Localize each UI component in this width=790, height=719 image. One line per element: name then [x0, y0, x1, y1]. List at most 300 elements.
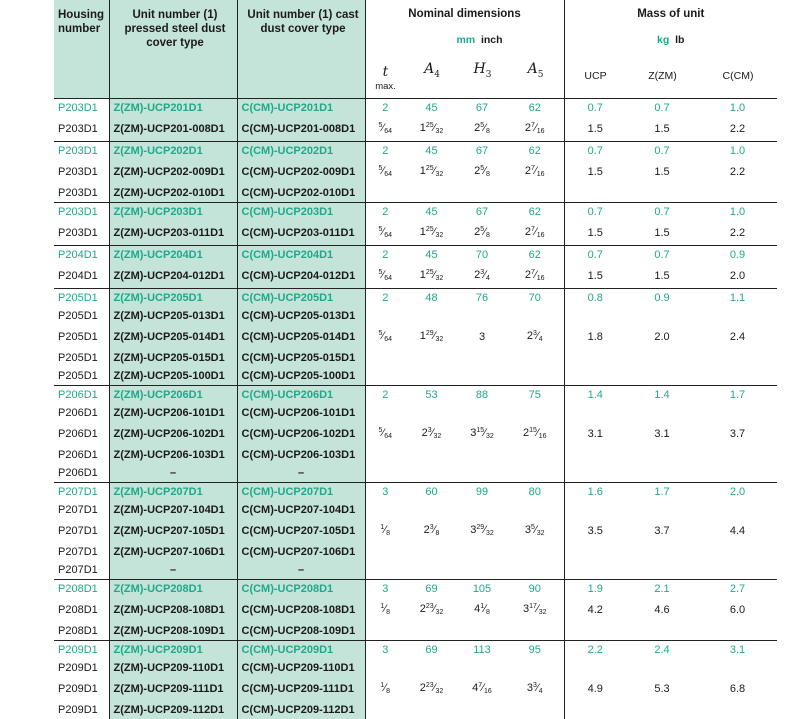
housing-number-cell: P205D1: [54, 289, 109, 308]
housing-number-cell: P207D1: [58, 564, 98, 576]
imperial-a4-cell: $1^{25}⁄_{32}$: [419, 165, 444, 178]
empty-cell: [626, 659, 698, 677]
imperial-a5-cell: $3^3⁄_4$: [526, 682, 543, 695]
empty-cell: [698, 622, 777, 641]
empty-cell: [506, 501, 564, 519]
table-row: [54, 160, 777, 184]
unit-pressed-steel-cell: Z(ZM)-UCP207-104D1: [109, 501, 237, 519]
imperial-h3-cell: $4^7⁄_{16}$: [472, 682, 492, 695]
metric-a4-cell: 45: [405, 203, 458, 222]
imperial-h3-cell: $2^3⁄_4$: [474, 269, 490, 282]
unit-cast-cell: C(CM)-UCP208D1: [237, 580, 365, 599]
imperial-cm-cell: 6.0: [729, 604, 746, 616]
housing-number-cell: P203D1: [54, 203, 109, 222]
imperial-zm-cell: 1.5: [654, 166, 670, 178]
metric-h3-cell: 99: [458, 483, 506, 502]
imperial-h3-cell: $2^5⁄_8$: [474, 226, 490, 239]
unit-cast-cell: C(CM)-UCP203-011D1: [237, 221, 365, 246]
empty-cell: [564, 561, 626, 580]
col-t-label: t: [382, 64, 389, 80]
table-row: [54, 622, 777, 641]
unit-cast-cell: C(CM)-UCP209D1: [237, 641, 365, 660]
metric-h3-cell: 88: [458, 386, 506, 405]
metric-zm-cell: 2.1: [626, 580, 698, 599]
metric-cm-cell: 3.1: [698, 641, 777, 660]
metric-a4-cell: 69: [405, 641, 458, 660]
empty-cell: [405, 367, 458, 386]
col-ucp-label: UCP: [584, 70, 607, 82]
unit-pressed-steel-cell: –: [109, 464, 237, 483]
unit-pressed-steel-cell: Z(ZM)-UCP205-015D1: [109, 349, 237, 367]
imperial-h3-cell: 3: [478, 331, 486, 343]
imperial-zm-cell: 1.5: [654, 270, 670, 282]
empty-cell: [564, 446, 626, 464]
housing-number-cell: P207D1: [58, 525, 98, 537]
table-row: [54, 561, 777, 580]
metric-a5-cell: 62: [506, 246, 564, 265]
metric-a5-cell: 90: [506, 580, 564, 599]
metric-a5-cell: 62: [506, 99, 564, 118]
imperial-ucp-cell: 1.5: [564, 264, 626, 289]
empty-cell: [458, 367, 506, 386]
metric-ucp-cell: 0.7: [564, 203, 626, 222]
unit-pressed-steel-cell: Z(ZM)-UCP208-109D1: [109, 622, 237, 641]
empty-cell: [405, 446, 458, 464]
empty-cell: [365, 561, 405, 580]
metric-a5-cell: 70: [506, 289, 564, 308]
unit-cast-cell: C(CM)-UCP205-100D1: [237, 367, 365, 386]
empty-cell: [405, 184, 458, 203]
table-row: [54, 464, 777, 483]
imperial-a4-cell: $2^{23}⁄_{32}$: [419, 603, 444, 616]
empty-cell: [698, 501, 777, 519]
unit-cast-cell: C(CM)-UCP209-111D1: [237, 677, 365, 701]
table-row: [54, 349, 777, 367]
metric-a5-cell: 80: [506, 483, 564, 502]
imperial-t-cell: $^5⁄_{64}$: [365, 117, 405, 142]
empty-cell: [405, 561, 458, 580]
imperial-cm-cell: 6.8: [729, 683, 746, 695]
mass-units: [565, 34, 778, 46]
empty-cell: [698, 349, 777, 367]
metric-t-cell: 2: [365, 99, 405, 118]
unit-cast-cell: C(CM)-UCP209-112D1: [237, 701, 365, 719]
metric-cm-cell: 0.9: [698, 246, 777, 265]
imperial-cm-cell: 3.7: [729, 428, 746, 440]
table-row: [54, 184, 777, 203]
unit-pressed-steel-cell: Z(ZM)-UCP209D1: [109, 641, 237, 660]
unit-pressed-steel-cell: Z(ZM)-UCP206-102D1: [109, 422, 237, 446]
imperial-t-cell: $^5⁄_{64}$: [365, 160, 405, 184]
mass-title: Mass of unit: [637, 8, 705, 20]
empty-cell: [458, 446, 506, 464]
unit-cast-cell: C(CM)-UCP205-014D1: [237, 325, 365, 349]
imperial-zm-cell: 2.0: [654, 331, 670, 343]
table-row: [54, 543, 777, 561]
table-row: [54, 325, 777, 349]
unit-pressed-steel-cell: Z(ZM)-UCP207-106D1: [109, 543, 237, 561]
imperial-a5-cell: $3^5⁄_{32}$: [524, 524, 545, 537]
unit-pressed-steel-cell: Z(ZM)-UCP203-011D1: [109, 221, 237, 246]
metric-a5-cell: 95: [506, 641, 564, 660]
empty-cell: [564, 349, 626, 367]
unit-cast-cell: C(CM)-UCP201-008D1: [237, 117, 365, 142]
unit-cast-cell: C(CM)-UCP208-108D1: [237, 598, 365, 622]
nominal-dimensions-title: Nominal dimensions: [408, 8, 521, 20]
metric-a4-cell: 48: [405, 289, 458, 308]
housing-number-cell: P203D1: [58, 166, 98, 178]
imperial-a4-cell: $1^{25}⁄_{32}$: [419, 122, 444, 135]
imperial-zm-cell: 3.7: [654, 525, 670, 537]
imperial-cm-cell: 2.2: [729, 166, 746, 178]
imperial-a5-cell: $2^7⁄_{16}$: [524, 269, 545, 282]
unit-pressed-steel-cell: Z(ZM)-UCP208-108D1: [109, 598, 237, 622]
nominal-unit-inch: inch: [480, 34, 503, 46]
table-row: [54, 386, 777, 405]
empty-cell: [506, 561, 564, 580]
metric-cm-cell: 1.1: [698, 289, 777, 308]
housing-number-cell: P203D1: [58, 123, 98, 135]
metric-h3-cell: 67: [458, 99, 506, 118]
empty-cell: [626, 307, 698, 325]
metric-a4-cell: 45: [405, 246, 458, 265]
imperial-ucp-cell: 3.1: [564, 422, 626, 446]
imperial-a5-cell: $2^7⁄_{16}$: [524, 165, 545, 178]
metric-ucp-cell: 0.7: [564, 99, 626, 118]
housing-number-cell: P208D1: [58, 604, 98, 616]
empty-cell: [626, 561, 698, 580]
empty-cell: [626, 349, 698, 367]
empty-cell: [626, 404, 698, 422]
unit-pressed-steel-cell: Z(ZM)-UCP209-110D1: [109, 659, 237, 677]
table-row: [54, 203, 777, 222]
metric-t-cell: 2: [365, 289, 405, 308]
unit-pressed-steel-cell: Z(ZM)-UCP201D1: [109, 99, 237, 118]
empty-cell: [626, 701, 698, 719]
imperial-h3-cell: $2^5⁄_8$: [474, 122, 490, 135]
unit-pressed-steel-cell: Z(ZM)-UCP205D1: [109, 289, 237, 308]
empty-cell: [698, 367, 777, 386]
unit-pressed-steel-cell: Z(ZM)-UCP201-008D1: [109, 117, 237, 142]
imperial-cm-cell: 2.4: [729, 331, 746, 343]
imperial-a5-cell: $2^3⁄_4$: [526, 330, 543, 343]
empty-cell: [626, 622, 698, 641]
unit-cast-cell: C(CM)-UCP206D1: [237, 386, 365, 405]
empty-cell: [458, 307, 506, 325]
table-row: [54, 367, 777, 386]
imperial-h3-cell: $3^{15}⁄_{32}$: [470, 427, 494, 440]
imperial-cm-cell: 2.2: [729, 123, 746, 135]
unit-pressed-steel-cell: Z(ZM)-UCP203D1: [109, 203, 237, 222]
metric-h3-cell: 67: [458, 142, 506, 161]
housing-number-cell: P208D1: [54, 580, 109, 599]
imperial-zm-cell: 3.1: [654, 428, 670, 440]
empty-cell: [458, 561, 506, 580]
housing-number-cell: P205D1: [58, 331, 98, 343]
metric-a4-cell: 45: [405, 142, 458, 161]
imperial-a5-cell: $2^{15}⁄_{16}$: [522, 427, 547, 440]
empty-cell: [365, 404, 405, 422]
imperial-ucp-cell: 1.5: [564, 117, 626, 142]
metric-a4-cell: 69: [405, 580, 458, 599]
unit-pressed-steel-cell: Z(ZM)-UCP205-013D1: [109, 307, 237, 325]
empty-cell: [365, 184, 405, 203]
empty-cell: [365, 446, 405, 464]
empty-cell: [564, 701, 626, 719]
empty-cell: [698, 543, 777, 561]
metric-cm-cell: 1.0: [698, 142, 777, 161]
metric-zm-cell: 0.7: [626, 203, 698, 222]
unit-pressed-steel-cell: Z(ZM)-UCP204D1: [109, 246, 237, 265]
empty-cell: [365, 367, 405, 386]
metric-a4-cell: 53: [405, 386, 458, 405]
imperial-cm-cell: 4.4: [729, 525, 746, 537]
housing-number-cell: P204D1: [58, 270, 98, 282]
imperial-a4-cell: $1^{29}⁄_{32}$: [419, 330, 444, 343]
housing-number-cell: P203D1: [54, 142, 109, 161]
metric-h3-cell: 67: [458, 203, 506, 222]
metric-t-cell: 3: [365, 580, 405, 599]
table-row: [54, 221, 777, 246]
unit-cast-cell: C(CM)-UCP207-105D1: [237, 519, 365, 543]
housing-number-cell: P203D1: [58, 227, 98, 239]
table-row: [54, 99, 777, 118]
imperial-h3-cell: $2^5⁄_8$: [474, 165, 490, 178]
housing-number-cell: P206D1: [58, 467, 98, 479]
imperial-t-cell: $^5⁄_{64}$: [365, 264, 405, 289]
unit-pressed-steel-cell: Z(ZM)-UCP208D1: [109, 580, 237, 599]
imperial-h3-cell: $3^{29}⁄_{32}$: [470, 524, 494, 537]
imperial-zm-cell: 1.5: [654, 123, 670, 135]
metric-ucp-cell: 1.4: [564, 386, 626, 405]
housing-number-cell: P203D1: [58, 187, 98, 199]
housing-number-cell: P205D1: [58, 352, 98, 364]
table-row: [54, 289, 777, 308]
empty-cell: [564, 464, 626, 483]
metric-a4-cell: 45: [405, 99, 458, 118]
metric-ucp-cell: 1.6: [564, 483, 626, 502]
imperial-a4-cell: $2^3⁄_8$: [423, 524, 440, 537]
metric-zm-cell: 0.7: [626, 99, 698, 118]
metric-a5-cell: 75: [506, 386, 564, 405]
housing-number-cell: P205D1: [58, 370, 98, 382]
empty-cell: [564, 501, 626, 519]
mass-unit-kg: kg: [657, 34, 670, 46]
unit-cast-cell: –: [237, 464, 365, 483]
imperial-cm-cell: 2.2: [729, 227, 746, 239]
empty-cell: [458, 543, 506, 561]
imperial-t-cell: $^1⁄_8$: [365, 519, 405, 543]
unit-cast-cell: C(CM)-UCP207-104D1: [237, 501, 365, 519]
imperial-a5-cell: $3^{17}⁄_{32}$: [522, 603, 547, 616]
empty-cell: [564, 659, 626, 677]
imperial-ucp-cell: 4.2: [564, 598, 626, 622]
unit-cast-cell: C(CM)-UCP202D1: [237, 142, 365, 161]
metric-cm-cell: 1.0: [698, 203, 777, 222]
metric-a5-cell: 62: [506, 203, 564, 222]
empty-cell: [458, 622, 506, 641]
empty-cell: [365, 464, 405, 483]
empty-cell: [698, 464, 777, 483]
empty-cell: [405, 622, 458, 641]
imperial-t-cell: $^5⁄_{64}$: [365, 325, 405, 349]
housing-number-cell: P209D1: [58, 704, 98, 716]
metric-ucp-cell: 0.7: [564, 142, 626, 161]
unit-cast-cell: –: [237, 561, 365, 580]
empty-cell: [506, 659, 564, 677]
metric-h3-cell: 70: [458, 246, 506, 265]
empty-cell: [365, 543, 405, 561]
empty-cell: [698, 404, 777, 422]
imperial-ucp-cell: 3.5: [564, 519, 626, 543]
empty-cell: [405, 464, 458, 483]
empty-cell: [506, 701, 564, 719]
unit-pressed-steel-cell: Z(ZM)-UCP209-112D1: [109, 701, 237, 719]
metric-zm-cell: 0.7: [626, 142, 698, 161]
unit-cast-cell: C(CM)-UCP202-009D1: [237, 160, 365, 184]
empty-cell: [626, 367, 698, 386]
empty-cell: [564, 543, 626, 561]
imperial-ucp-cell: 1.5: [564, 160, 626, 184]
unit-pressed-steel-cell: Z(ZM)-UCP202D1: [109, 142, 237, 161]
empty-cell: [698, 307, 777, 325]
housing-number-cell: P208D1: [58, 625, 98, 637]
empty-cell: [564, 622, 626, 641]
bearing-units-table: [54, 0, 777, 719]
unit-pressed-steel-cell: Z(ZM)-UCP205-014D1: [109, 325, 237, 349]
empty-cell: [405, 543, 458, 561]
table-row: [54, 483, 777, 502]
imperial-a4-cell: $1^{25}⁄_{32}$: [419, 226, 444, 239]
empty-cell: [698, 184, 777, 203]
empty-cell: [626, 501, 698, 519]
housing-number-cell: P207D1: [58, 546, 98, 558]
metric-zm-cell: 0.7: [626, 246, 698, 265]
metric-h3-cell: 76: [458, 289, 506, 308]
metric-h3-cell: 105: [458, 580, 506, 599]
table-row: [54, 519, 777, 543]
imperial-ucp-cell: 1.8: [564, 325, 626, 349]
table-row: [54, 307, 777, 325]
empty-cell: [698, 659, 777, 677]
bearing-units-table-sheet: [54, 0, 777, 716]
unit-cast-cell: C(CM)-UCP206-103D1: [237, 446, 365, 464]
metric-h3-cell: 113: [458, 641, 506, 660]
metric-t-cell: 2: [365, 142, 405, 161]
empty-cell: [698, 446, 777, 464]
imperial-a5-cell: $2^7⁄_{16}$: [524, 226, 545, 239]
unit-pressed-steel-cell: Z(ZM)-UCP202-010D1: [109, 184, 237, 203]
unit-cast-cell: C(CM)-UCP201D1: [237, 99, 365, 118]
table-row: [54, 641, 777, 660]
unit-cast-cell: C(CM)-UCP204D1: [237, 246, 365, 265]
empty-cell: [626, 446, 698, 464]
empty-cell: [458, 659, 506, 677]
empty-cell: [365, 307, 405, 325]
unit-cast-cell: C(CM)-UCP204-012D1: [237, 264, 365, 289]
empty-cell: [458, 464, 506, 483]
col-cm-label: C(CM): [722, 70, 754, 82]
metric-ucp-cell: 2.2: [564, 641, 626, 660]
empty-cell: [564, 184, 626, 203]
empty-cell: [506, 184, 564, 203]
empty-cell: [458, 349, 506, 367]
header-housing-number: Housing number: [54, 0, 109, 99]
imperial-a4-cell: $1^{25}⁄_{32}$: [419, 269, 444, 282]
nominal-units: [396, 34, 564, 46]
table-row: [54, 422, 777, 446]
housing-number-cell: P206D1: [58, 428, 98, 440]
table-row: [54, 598, 777, 622]
metric-t-cell: 2: [365, 386, 405, 405]
imperial-t-cell: $^1⁄_8$: [365, 598, 405, 622]
empty-cell: [405, 501, 458, 519]
table-row: [54, 659, 777, 677]
col-a5-label: $A_5$: [527, 61, 544, 80]
mass-unit-lb: lb: [675, 34, 685, 46]
empty-cell: [405, 659, 458, 677]
empty-cell: [626, 543, 698, 561]
unit-pressed-steel-cell: Z(ZM)-UCP207D1: [109, 483, 237, 502]
empty-cell: [365, 659, 405, 677]
empty-cell: [506, 349, 564, 367]
unit-pressed-steel-cell: Z(ZM)-UCP209-111D1: [109, 677, 237, 701]
metric-a4-cell: 60: [405, 483, 458, 502]
unit-pressed-steel-cell: –: [109, 561, 237, 580]
unit-pressed-steel-cell: Z(ZM)-UCP202-009D1: [109, 160, 237, 184]
imperial-t-cell: $^5⁄_{64}$: [365, 422, 405, 446]
housing-number-cell: P204D1: [54, 246, 109, 265]
unit-cast-cell: C(CM)-UCP208-109D1: [237, 622, 365, 641]
unit-cast-cell: C(CM)-UCP202-010D1: [237, 184, 365, 203]
empty-cell: [506, 622, 564, 641]
imperial-t-cell: $^1⁄_8$: [365, 677, 405, 701]
housing-number-cell: P205D1: [58, 310, 98, 322]
unit-cast-cell: C(CM)-UCP205-015D1: [237, 349, 365, 367]
empty-cell: [365, 501, 405, 519]
unit-pressed-steel-cell: Z(ZM)-UCP206-103D1: [109, 446, 237, 464]
imperial-a4-cell: $2^3⁄_{32}$: [421, 427, 442, 440]
table-row: [54, 246, 777, 265]
empty-cell: [506, 367, 564, 386]
imperial-a4-cell: $2^{23}⁄_{32}$: [419, 682, 444, 695]
imperial-zm-cell: 1.5: [654, 227, 670, 239]
col-zm-label: Z(ZM): [648, 70, 677, 82]
empty-cell: [405, 404, 458, 422]
housing-number-cell: P207D1: [54, 483, 109, 502]
header-mass-of-unit: [564, 0, 777, 99]
table-row: [54, 446, 777, 464]
empty-cell: [698, 561, 777, 580]
metric-zm-cell: 2.4: [626, 641, 698, 660]
empty-cell: [365, 622, 405, 641]
empty-cell: [506, 307, 564, 325]
unit-cast-cell: C(CM)-UCP205D1: [237, 289, 365, 308]
header-nominal-dimensions: [365, 0, 564, 99]
metric-zm-cell: 1.7: [626, 483, 698, 502]
col-h3-label: $H_3$: [473, 61, 492, 80]
empty-cell: [506, 543, 564, 561]
empty-cell: [365, 701, 405, 719]
empty-cell: [458, 701, 506, 719]
imperial-zm-cell: 5.3: [654, 683, 670, 695]
unit-pressed-steel-cell: Z(ZM)-UCP207-105D1: [109, 519, 237, 543]
metric-ucp-cell: 0.7: [564, 246, 626, 265]
metric-t-cell: 3: [365, 641, 405, 660]
housing-number-cell: P209D1: [58, 683, 98, 695]
metric-t-cell: 2: [365, 203, 405, 222]
unit-cast-cell: C(CM)-UCP207-106D1: [237, 543, 365, 561]
